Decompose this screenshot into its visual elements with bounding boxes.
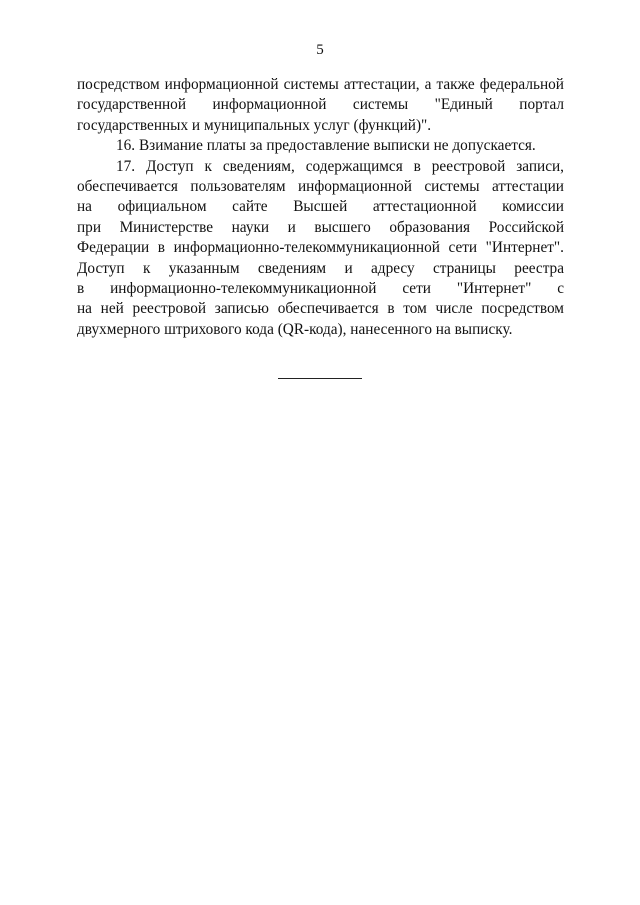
text-line: двухмерного штрихового кода (QR-кода), нанесенного на выписку. <box>77 320 513 338</box>
text-line: Федерации в информационно-телекоммуникационной сети "Интернет". <box>77 239 564 257</box>
document-body <box>77 75 564 340</box>
paragraph-continuation <box>77 75 564 136</box>
text-line: при Министерстве науки и высшего образования Российской <box>77 218 564 236</box>
text-line: обеспечивается пользователям информационной системы аттестации <box>77 177 564 195</box>
text-line: на официальном сайте Высшей аттестационной комиссии <box>77 198 564 216</box>
text-line: 16. Взимание платы за предоставление выписки не допускается. <box>116 137 536 155</box>
text-line: 17. Доступ к сведениям, содержащимся в реестровой записи, <box>116 157 564 175</box>
text-line: на ней реестровой записью обеспечивается в том числе посредством <box>77 300 564 318</box>
text-line: посредством информационной системы аттестации, а также федеральной <box>77 76 564 93</box>
page-number: 5 <box>316 42 324 58</box>
text-line: государственной информационной системы "Единый портал <box>77 96 564 114</box>
text-line: Доступ к указанным сведениям и адресу страницы реестра <box>77 259 564 277</box>
text-line: в информационно-телекоммуникационной сети "Интернет" с <box>77 279 564 297</box>
paragraph-16 <box>77 136 564 156</box>
text-line: государственных и муниципальных услуг (функций)". <box>77 116 432 134</box>
end-separator-line <box>278 378 362 379</box>
paragraph-17 <box>77 157 564 341</box>
